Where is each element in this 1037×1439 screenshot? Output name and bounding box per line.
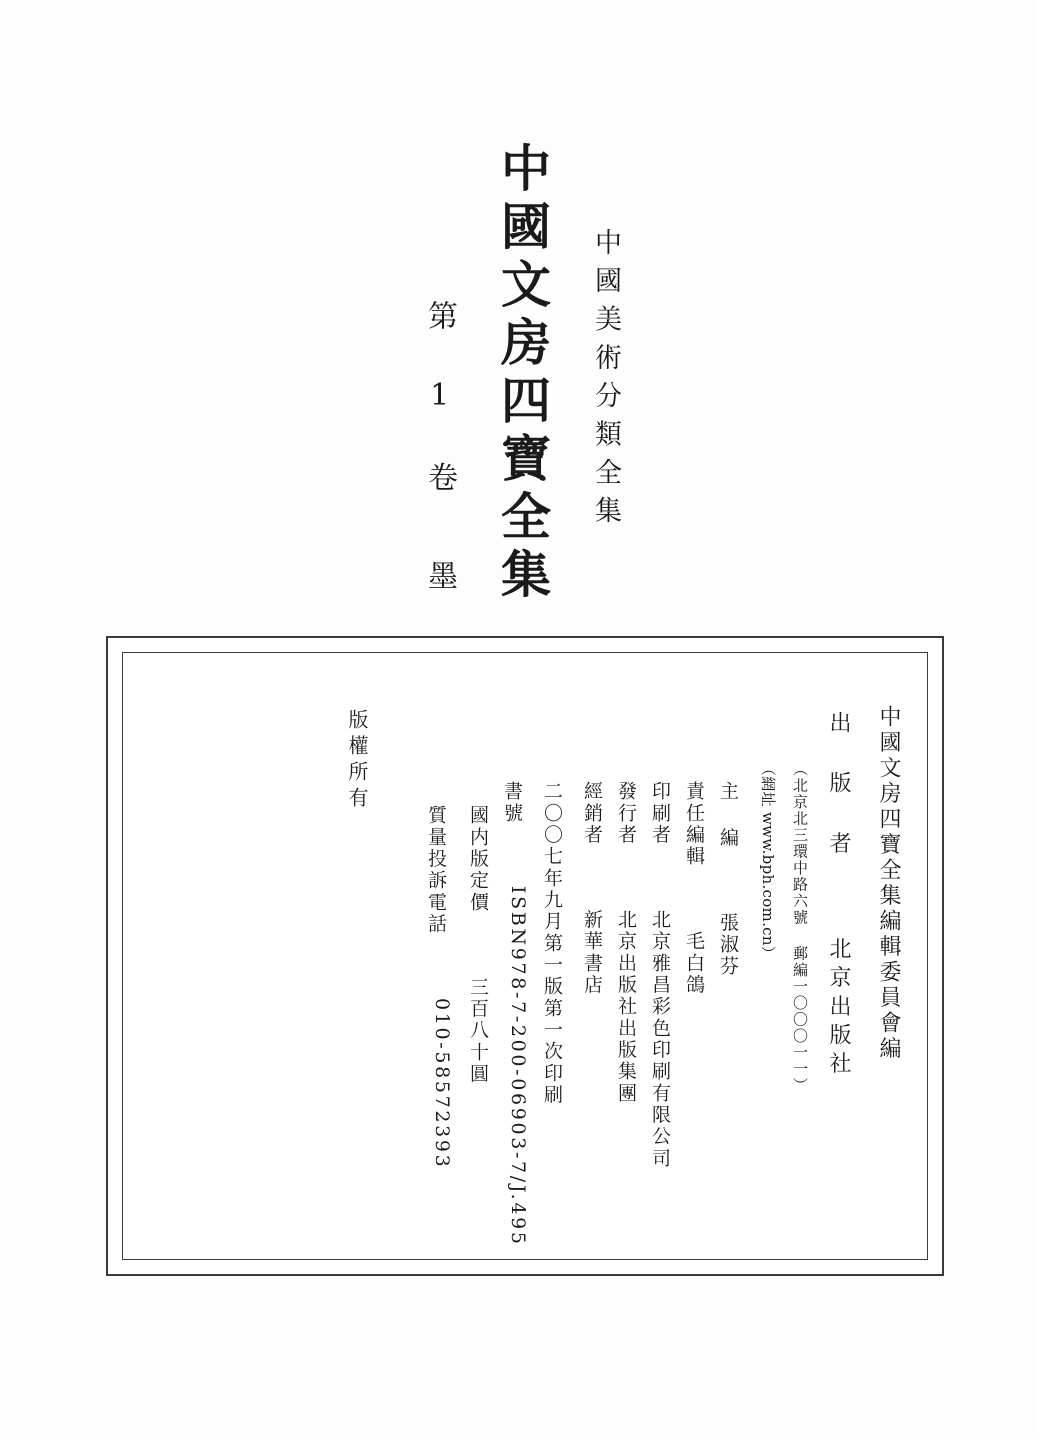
chief-editor-name: 張淑芬 [717,912,739,978]
issuer-name: 北京出版社出版集團 [615,909,637,1105]
publisher-label: 出 版 者 [826,711,851,860]
distributor-label: 經銷者 [581,781,603,846]
price-line [468,805,487,1085]
isbn-line [502,781,527,1246]
issuer-line [616,781,635,1104]
book-series-title: 中國美術分類全集 [590,228,621,535]
isbn-label: 書號 [501,781,523,825]
printer-label: 印刷者 [649,781,671,846]
publisher-line [827,711,849,1080]
responsible-editor-label: 責任編輯 [683,781,705,868]
isbn-value: ISBN978-7-200-06903-7/J.495 [507,885,529,1247]
printer-line [650,781,669,1169]
price-value: 三百八十圓 [467,976,489,1085]
colophon-inner-frame [122,652,928,1260]
responsible-editor-name: 毛白鴿 [683,930,705,996]
issuer-label: 發行者 [615,781,637,846]
printer-name: 北京雅昌彩色印刷有限公司 [649,909,671,1170]
book-main-title: 中國文房四寶全集 [493,142,552,606]
distributor-name: 新華書店 [581,909,603,996]
colophon-outer-frame [106,636,944,1276]
colophon-content [123,653,927,1259]
quality-phone-label: 質量投訴電話 [425,805,447,935]
editorial-board-line: 中國文房四寶全集編輯委員會編 [876,705,901,1063]
quality-phone-line [426,805,451,1170]
price-label: 國内版定價 [467,805,489,914]
publisher-website: （網址 www.bph.com.cn） [759,761,777,962]
volume-topic: 墨 [422,560,457,596]
publisher-address: （北京北三環中路六號 郵編一〇〇〇一一） [791,761,809,1094]
copyright-notice: 版權所有 [345,709,369,813]
chief-editor-label: 主 編 [717,781,739,849]
publisher-name: 北京出版社 [826,937,851,1081]
title-block [0,120,1037,606]
chief-editor-line [718,781,737,977]
responsible-editor-line [684,781,703,996]
edition-line: 二〇〇七年九月第一版第一次印刷 [541,781,563,1106]
distributor-line [582,781,601,996]
volume-number: 第 1 卷 [422,300,457,498]
quality-phone-value: 010-58572393 [431,998,453,1170]
